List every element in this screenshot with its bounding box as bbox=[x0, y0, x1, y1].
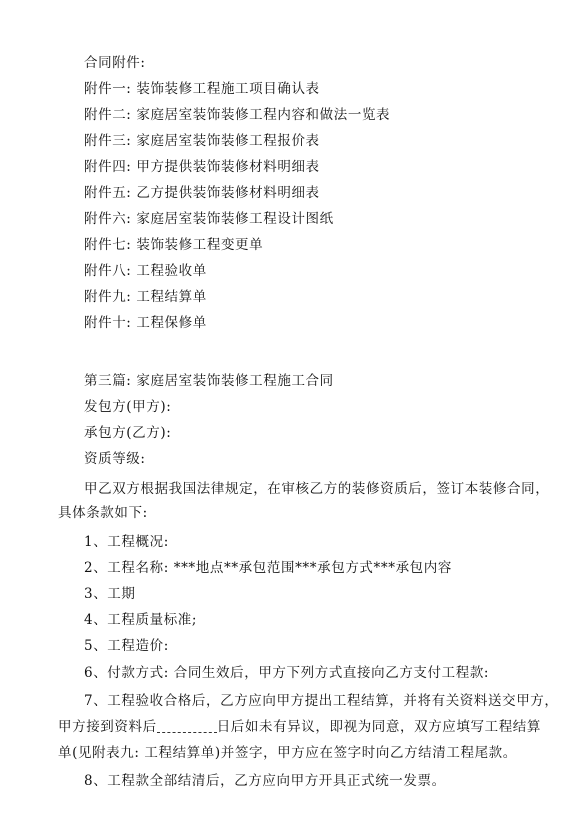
clause-6: 6、付款方式: 合同生效后，甲方下列方式直接向乙方支付工程款: bbox=[84, 665, 490, 681]
intro-line-1: 甲乙双方根据我国法律规定，在审核乙方的装修资质后，签订本装修合同， bbox=[84, 481, 550, 497]
attachment-10: 附件十: 工程保修单 bbox=[84, 315, 207, 331]
attachment-3: 附件三: 家庭居室装饰装修工程报价表 bbox=[84, 133, 320, 149]
clause-7-text-b: 日后如未有异议，即视为同意，双方应填写工程结算 bbox=[216, 719, 542, 735]
clause-7-line-3: 单(见附表九: 工程结算单)并签字，甲方应在签字时向乙方结清工程尾款。 bbox=[58, 745, 517, 761]
attachment-6: 附件六: 家庭居室装饰装修工程设计图纸 bbox=[84, 211, 334, 227]
party-b-line: 承包方(乙方): bbox=[84, 425, 172, 441]
clause-2: 2、工程名称: ***地点**承包范围***承包方式***承包内容 bbox=[84, 560, 452, 576]
blank-days-field bbox=[157, 720, 217, 733]
clause-5: 5、工程造价: bbox=[84, 638, 169, 654]
qualification-line: 资质等级: bbox=[84, 451, 146, 467]
clause-7-line-2 bbox=[58, 718, 541, 736]
attachment-7: 附件七: 装饰装修工程变更单 bbox=[84, 237, 264, 253]
attachment-2: 附件二: 家庭居室装饰装修工程内容和做法一览表 bbox=[84, 107, 391, 123]
clause-7-text-a: 甲方接到资料后 bbox=[58, 719, 157, 735]
clause-7-line-1: 7、工程验收合格后，乙方应向甲方提出工程结算，并将有关资料送交甲方， bbox=[84, 693, 559, 709]
attachment-5: 附件五: 乙方提供装饰装修材料明细表 bbox=[84, 185, 320, 201]
attachment-4: 附件四: 甲方提供装饰装修材料明细表 bbox=[84, 159, 320, 175]
section-title: 第三篇: 家庭居室装饰装修工程施工合同 bbox=[84, 373, 334, 389]
clause-3: 3、工期 bbox=[84, 586, 136, 602]
attachment-1: 附件一: 装饰装修工程施工项目确认表 bbox=[84, 81, 320, 97]
party-a-line: 发包方(甲方): bbox=[84, 399, 172, 415]
clause-8: 8、工程款全部结清后，乙方应向甲方开具正式统一发票。 bbox=[84, 773, 446, 789]
attachments-header: 合同附件: bbox=[84, 55, 146, 71]
intro-line-2: 具体条款如下: bbox=[58, 505, 148, 521]
clause-1: 1、工程概况: bbox=[84, 534, 169, 550]
clause-4: 4、工程质量标准; bbox=[84, 612, 198, 628]
attachment-9: 附件九: 工程结算单 bbox=[84, 289, 207, 305]
attachment-8: 附件八: 工程验收单 bbox=[84, 263, 207, 279]
